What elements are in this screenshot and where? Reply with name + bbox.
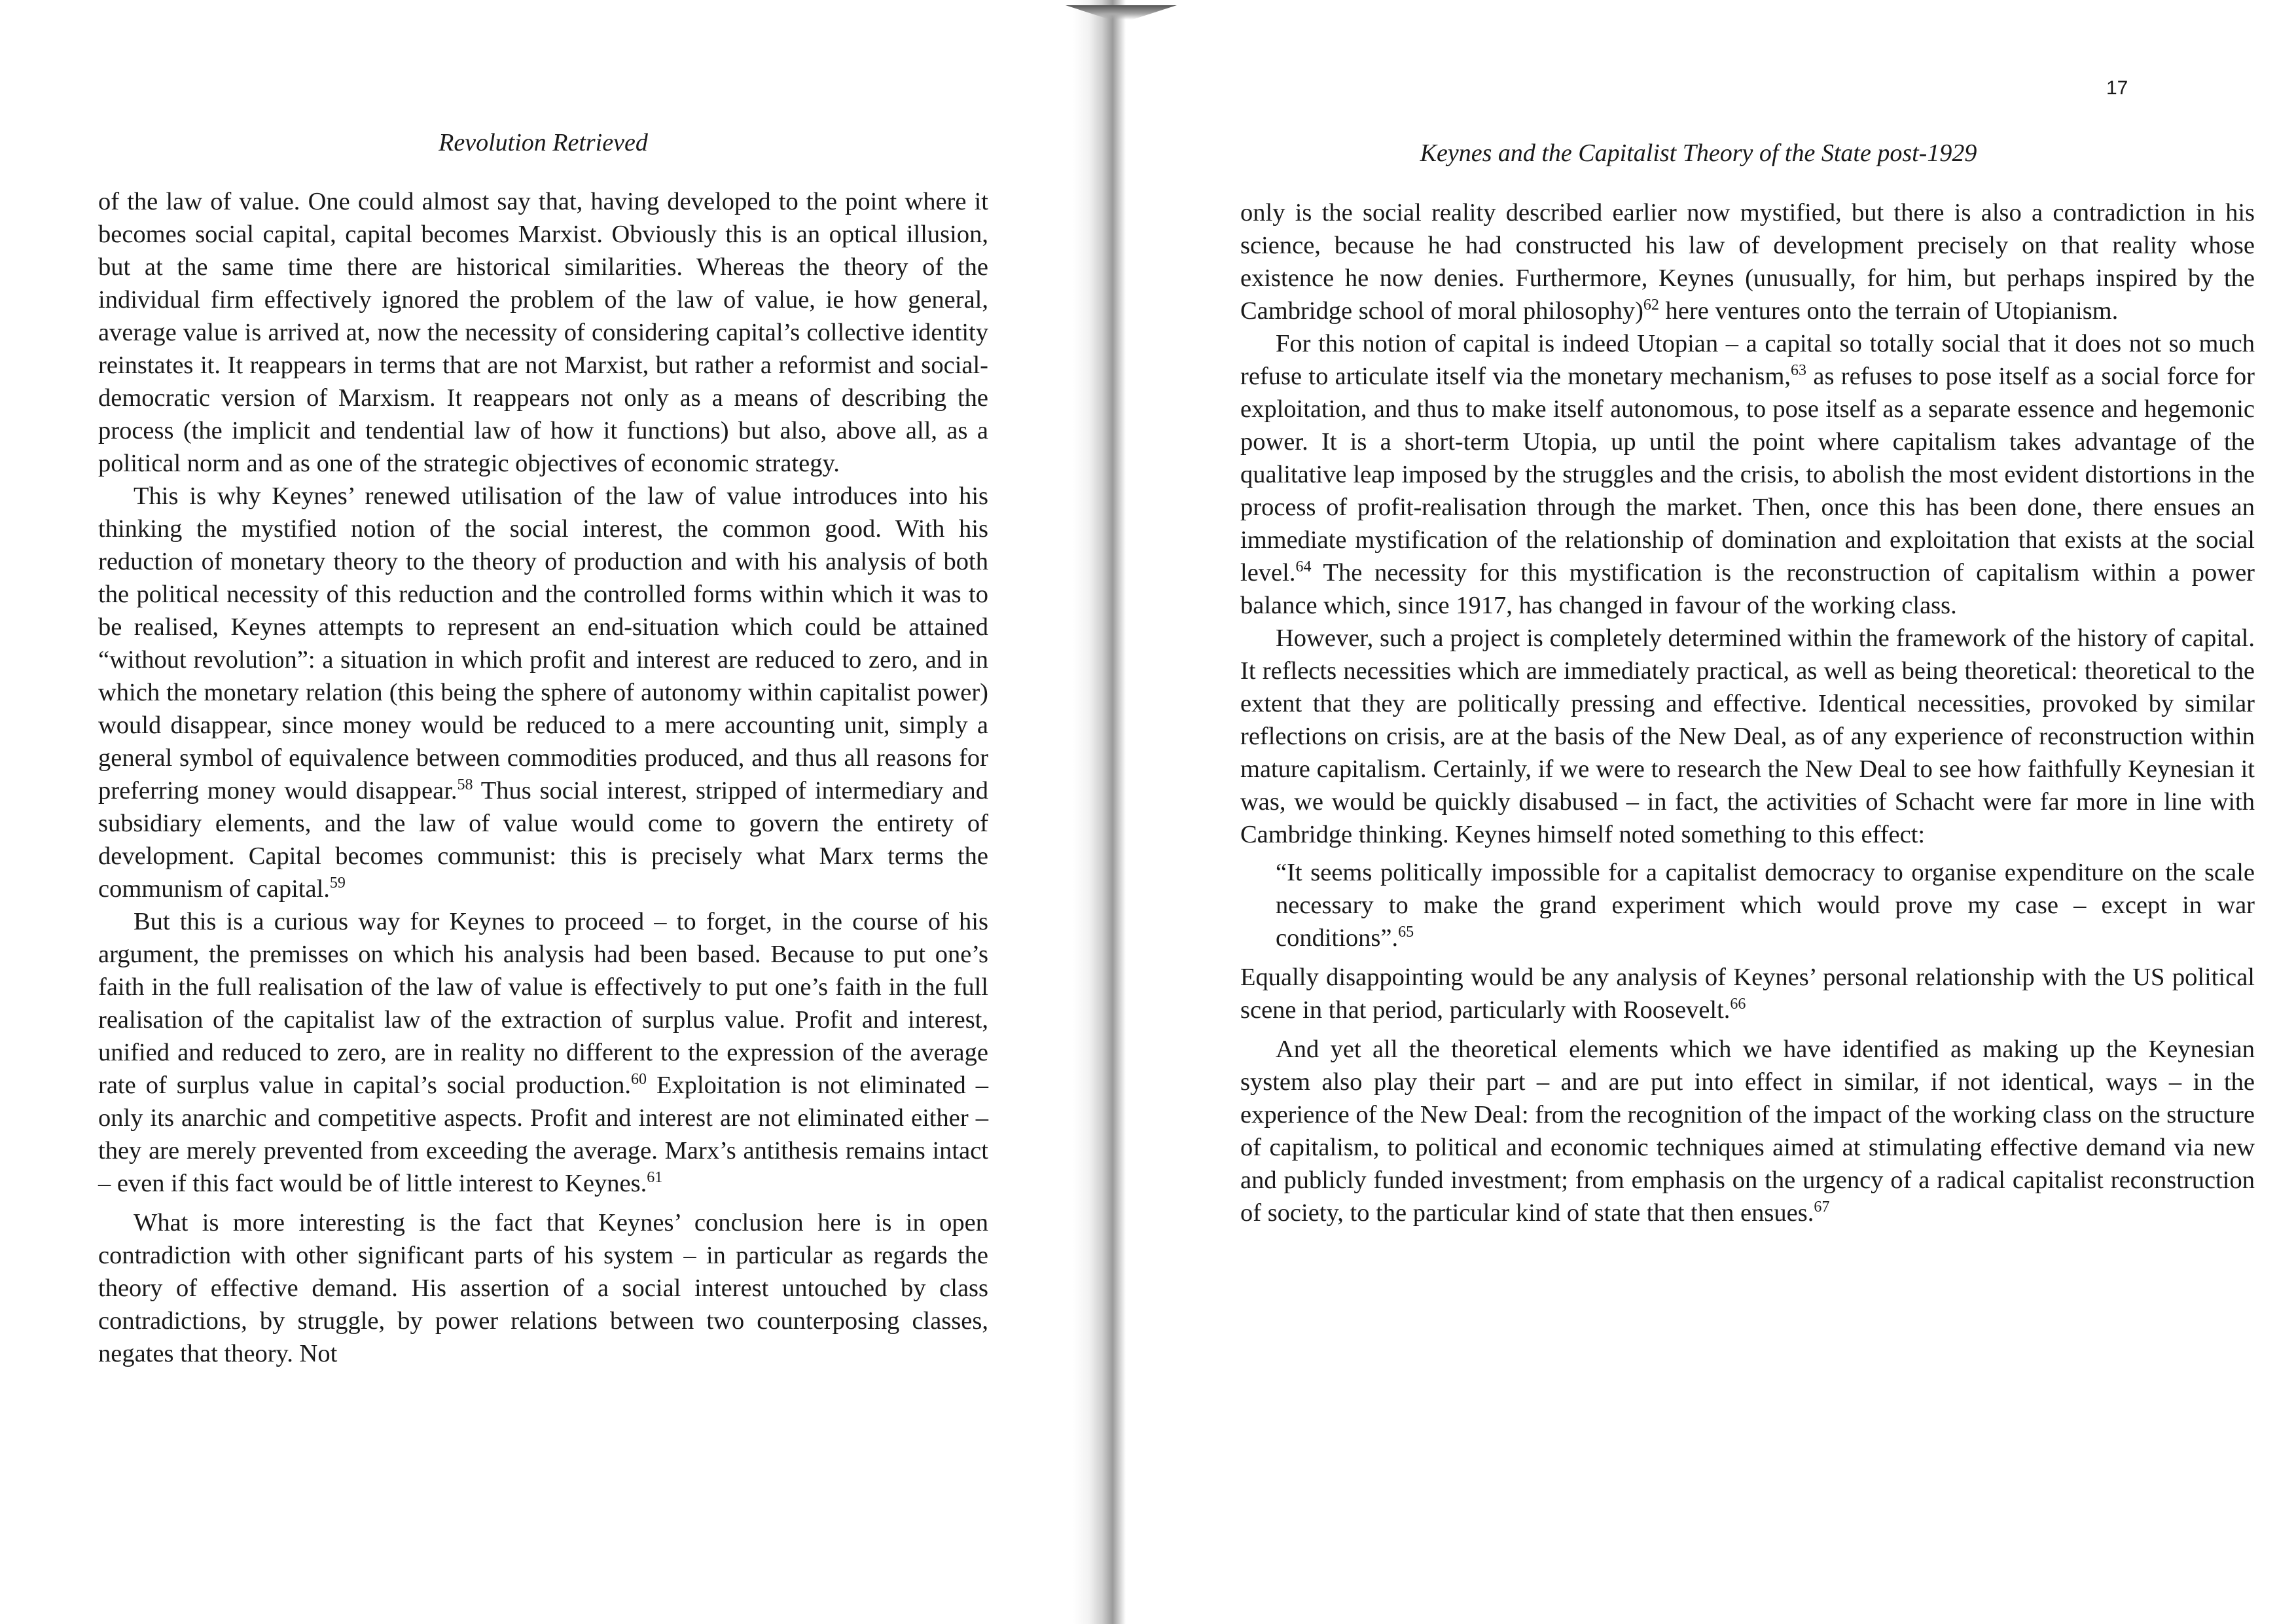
text-run: However, such a project is completely determined within the framework of the history of capital. It reflects necessities which are immediately practical, as well as being theoretical: theoretical to the extent that they are politically pressing and effective. Identical necessities, provoked by similar reflections on crisis, are at the basis of the New Deal, as of any experience of reconstruction within mature capitalism. Certainly, if we were to research the New Deal to see how faithfully Keynesian it was, we would be quickly disabused – in fact, the activities of Schacht were far more in line with Cambridge thinking. Keynes himself noted something to this effect:	[1240, 624, 2255, 848]
text-run: Thus social interest, stripped of intermediary and subsidiary elements, and the law of value would come to govern the entirety of development. Capital becomes communist: this is precisely what Marx terms the communism of capital.	[98, 777, 988, 903]
paragraph	[1240, 327, 2255, 622]
block-quote	[1276, 856, 2255, 954]
paragraph	[1240, 622, 2255, 851]
paragraph	[98, 1206, 988, 1370]
text-run: here ventures onto the terrain of Utopianism.	[1659, 297, 2119, 325]
text-run: only is the social reality described earlier now mystified, but there is also a contradiction in his science, because he had constructed his law of development precisely on that reality whose existence he now denies. Furthermore, Keynes (unusually, for him, but perhaps inspired by the Cambridge school of moral philosophy)	[1240, 199, 2255, 325]
right-body-text	[1240, 196, 2255, 1229]
text-run: What is more interesting is the fact that Keynes’ conclusion here is in open contradiction with other significant parts of his system – in particular as regards the theory of effective demand. His assertion of a social interest untouched by class contradictions, by struggle, by power relations between two counterposing classes, negates that theory. Not	[98, 1209, 988, 1367]
left-body-text	[98, 185, 988, 1370]
text-run: “It seems politically impossible for a capitalist democracy to organise expenditure on the scale necessary to make the grand experiment which would prove my case – except in war conditions”.	[1276, 859, 2255, 952]
book-gutter	[1073, 0, 1126, 1624]
paragraph	[1240, 1033, 2255, 1229]
right-running-head: Keynes and the Capitalist Theory of the State post-1929	[1420, 139, 1977, 167]
text-run: Equally disappointing would be any analysis of Keynes’ personal relationship with the US political scene in that period, particularly with Roosevelt.	[1240, 964, 2255, 1024]
left-page	[0, 0, 1073, 1624]
paragraph	[98, 905, 988, 1200]
right-page	[1126, 0, 2296, 1624]
text-run: But this is a curious way for Keynes to proceed – to forget, in the course of his argument, the premisses on which his analysis had been based. Because to put one’s faith in the full realisation of the law of value is effectively to put one’s faith in the full realisation of the capitalist law of the extraction of surplus value. Profit and interest, unified and reduced to zero, are in reality no different to the expression of the average rate of surplus value in capital’s social production.	[98, 908, 988, 1099]
page-number: 17	[2106, 77, 2128, 99]
footnote-ref: 60	[630, 1071, 647, 1088]
footnote-ref: 65	[1398, 924, 1414, 941]
footnote-ref: 58	[457, 776, 473, 793]
footnote-ref: 66	[1730, 996, 1746, 1013]
text-run: of the law of value. One could almost say that, having developed to the point where it becomes social capital, capital becomes Marxist. Obviously this is an optical illusion, but at the same time there are historical similarities. Whereas the theory of the individual firm effectively ignored the problem of the law of value, ie how general, average value is arrived at, now the necessity of considering capital’s collective identity reinstates it. It reappears in terms that are not Marxist, but rather a reformist and social-democratic version of Marxism. It reappears not only as a means of describing the process (the implicit and tendential law of how it functions) but also, above all, as a political norm and as one of the strategic objectives of economic strategy.	[98, 188, 988, 477]
text-run: Exploitation is not eliminated – only its anarchic and competitive aspects. Profit and interest are not eliminated either – they are merely prevented from exceeding the average. Marx’s antithesis remains intact – even if this fact would be of little interest to Keynes.	[98, 1072, 988, 1197]
paragraph	[98, 185, 988, 480]
footnote-ref: 62	[1643, 297, 1659, 314]
text-run: And yet all the theoretical elements which we have identified as making up the Keynesian system also play their part – and are put into effect in similar, if not identical, ways – in the experience of the New Deal: from the recognition of the impact of the working class on the structure of capitalism, to political and economic techniques aimed at stimulating effective demand via new and publicly funded investment; from emphasis on the urgency of a radical capitalist reconstruction of society, to the particular kind of state that then ensues.	[1240, 1036, 2255, 1227]
paragraph	[1240, 196, 2255, 327]
paragraph	[98, 480, 988, 905]
footnote-ref: 67	[1814, 1199, 1830, 1216]
footnote-ref: 63	[1791, 362, 1807, 379]
paragraph	[1240, 961, 2255, 1026]
text-run: The necessity for this mystification is the reconstruction of capitalism within a power balance which, since 1917, has changed in favour of the working class.	[1240, 559, 2255, 619]
footnote-ref: 61	[647, 1169, 663, 1186]
footnote-ref: 64	[1295, 558, 1312, 575]
text-run: For this notion of capital is indeed Utopian – a capital so totally social that it does not so much refuse to articulate itself via the monetary mechanism,	[1240, 330, 2255, 390]
left-running-head: Revolution Retrieved	[439, 129, 648, 156]
text-run: as refuses to pose itself as a social force for exploitation, and thus to make itself autonomous, to pose itself as a separate essence and hegemonic power. It is a short-term Utopia, up until the point where capitalism takes advantage of the qualitative leap imposed by the struggles and the crisis, to abolish the most evident distortions in the process of profit-realisation through the market. Then, once this has been done, there ensues an immediate mystification of the relationship of domination and exploitation that exists at the social level.	[1240, 363, 2255, 586]
text-run: This is why Keynes’ renewed utilisation of the law of value introduces into his thinking the mystified notion of the social interest, the common good. With his reduction of monetary theory to the theory of production and with his analysis of both the political necessity of this reduction and the controlled forms within which it was to be realised, Keynes attempts to represent an end-situation which could be attained “without revolution”: a situation in which profit and interest are reduced to zero, and in which the monetary relation (this being the sphere of autonomy within capitalist power) would disappear, since money would be reduced to a mere accounting unit, simply a general symbol of equivalence between commodities produced, and thus all reasons for preferring money would disappear.	[98, 482, 988, 804]
footnote-ref: 59	[329, 875, 346, 892]
